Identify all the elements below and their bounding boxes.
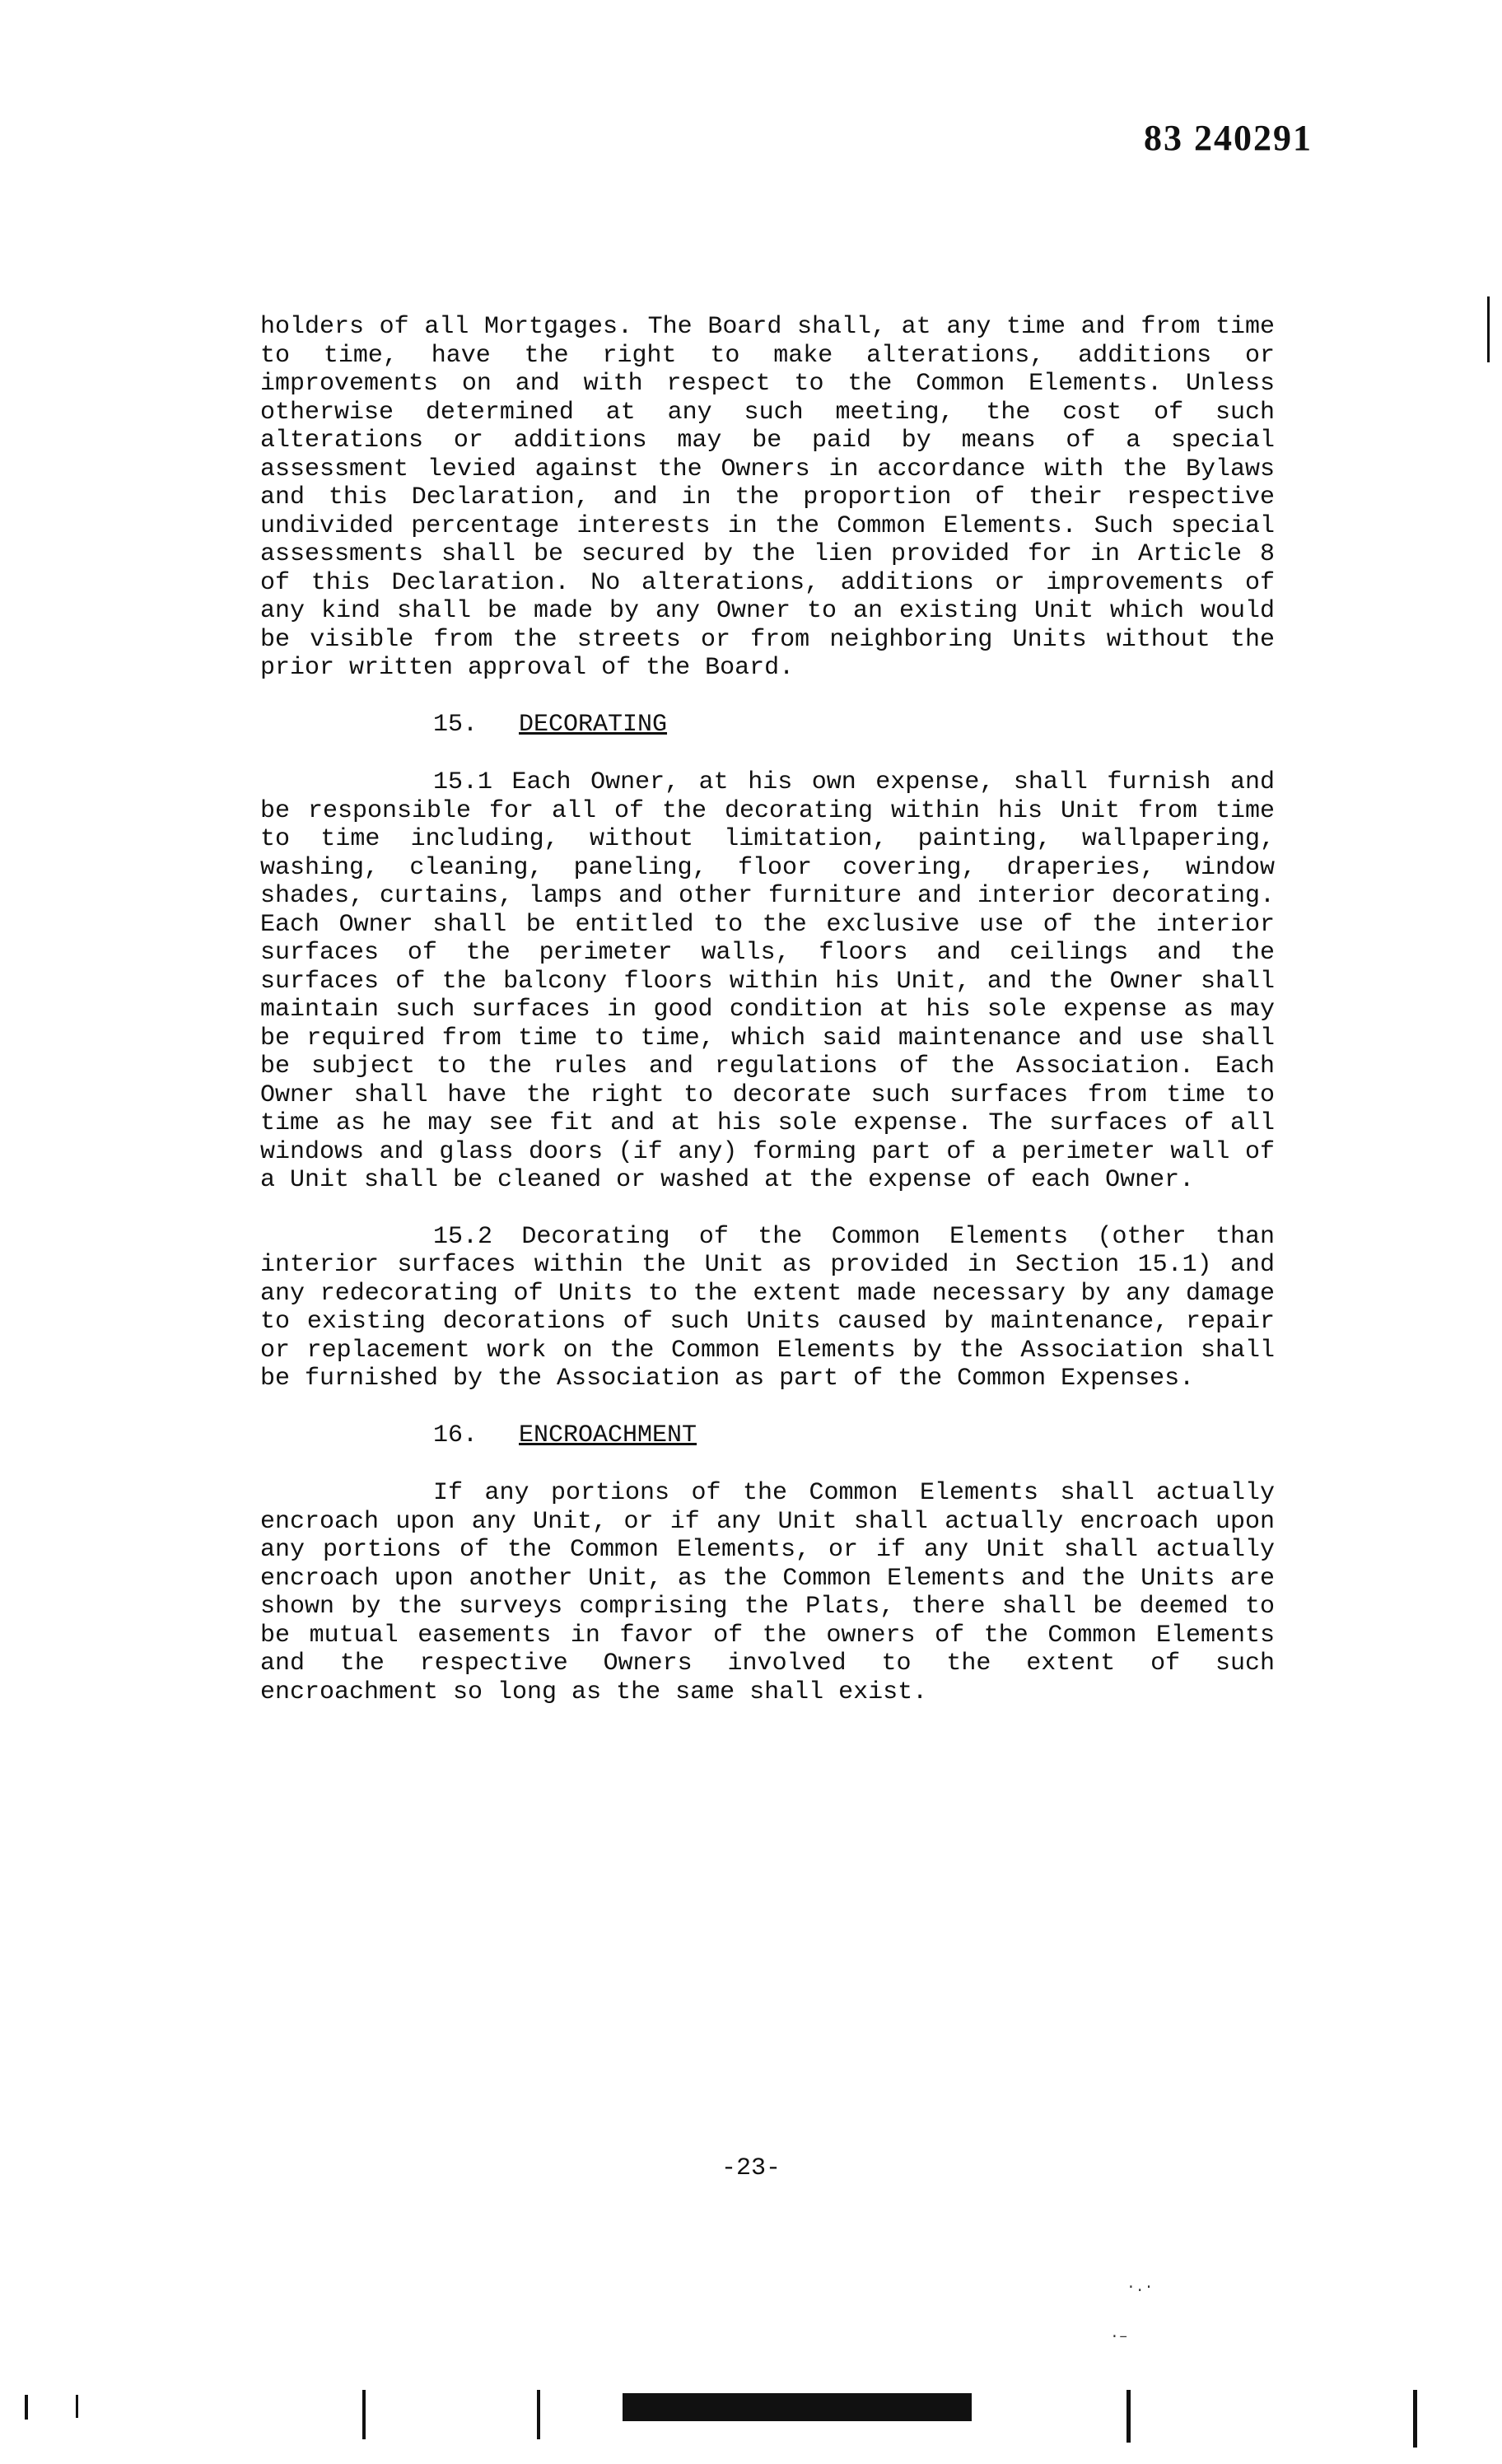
- paragraph-intro: holders of all Mortgages. The Board shall, at any time and from time to time, have the right to make alterations, additions or improvements on and with respect to the Common Elements. Unless otherwise determined at any such meeting, the cost of such alterations or additions may be paid by means of a special assessment levied against the Owners in accordance with the Bylaws and this Declaration, and in the proportion of their respective undivided percentage interests in the Common Elements. Such special assessments shall be secured by the lien provided for in Article 8 of this Declaration. No alterations, additions or improvements of any kind shall be made by any Owner to an existing Unit which would be visible from the streets or from neighboring Units without the prior written approval of the Board.: [260, 313, 1275, 682]
- section-16-title: ENCROACHMENT: [519, 1421, 697, 1449]
- page-number: -23-: [721, 2154, 781, 2182]
- paragraph-15-1: 15.1 Each Owner, at his own expense, shall furnish and be responsible for all of the decorating within his Unit from time to time including, without limitation, painting, wallpapering, washing, cleaning, paneling, floor covering, draperies, window shades, curtains, lamps and other furniture and interior decorating. Each Owner shall be entitled to the exclusive use of the interior surfaces of the perimeter walls, floors and ceilings and the surfaces of the balcony floors within his Unit, and the Owner shall maintain such surfaces in good condition at his sole expense as may be required from time to time, which said maintenance and use shall be subject to the rules and regulations of the Association. Each Owner shall have the right to decorate such surfaces from time to time as he may see fit and at his sole expense. The surfaces of all windows and glass doors (if any) forming part of a perimeter wall of a Unit shall be cleaned or washed at the expense of each Owner.: [260, 768, 1275, 1194]
- scan-mark-3: [362, 2390, 366, 2439]
- scan-bar: [623, 2393, 972, 2421]
- scan-mark-4: [537, 2390, 540, 2439]
- scan-mark-2: [76, 2395, 78, 2418]
- scan-mark-7: [1487, 296, 1490, 362]
- scan-specks-2: ·‒: [1110, 2329, 1128, 2345]
- section-15-title: DECORATING: [519, 710, 668, 739]
- paragraph-16: If any portions of the Common Elements shall actually encroach upon any Unit, or if any Unit shall actually encroach upon any portions of the Common Elements, or if any Unit shall actually encroach upon another Unit, as the Common Elements and the Units are shown by the surveys comprising the Plats, there shall be deemed to be mutual easements in favor of the owners of the Common Elements and the respective Owners involved to the extent of such encroachment so long as the same shall exist.: [260, 1479, 1275, 1706]
- scan-mark-5: [1126, 2390, 1131, 2443]
- section-16-number: 16.: [433, 1421, 478, 1449]
- scan-mark-6: [1413, 2390, 1417, 2448]
- section-15-number: 15.: [433, 710, 478, 739]
- document-body: [260, 313, 1275, 1706]
- paragraph-15-2: 15.2 Decorating of the Common Elements (other than interior surfaces within the Unit as provided in Section 15.1) and any redecorating of Units to the extent made necessary by any damage to existing decorations of such Units caused by maintenance, repair or replacement work on the Common Elements by the Association shall be furnished by the Association as part of the Common Expenses.: [260, 1222, 1275, 1393]
- document-number: 83 240291: [1144, 118, 1313, 158]
- section-15-heading: [433, 711, 1275, 740]
- section-16-heading: [433, 1421, 1275, 1450]
- scan-specks: ·.·: [1126, 2280, 1154, 2296]
- scan-mark-1: [25, 2395, 28, 2420]
